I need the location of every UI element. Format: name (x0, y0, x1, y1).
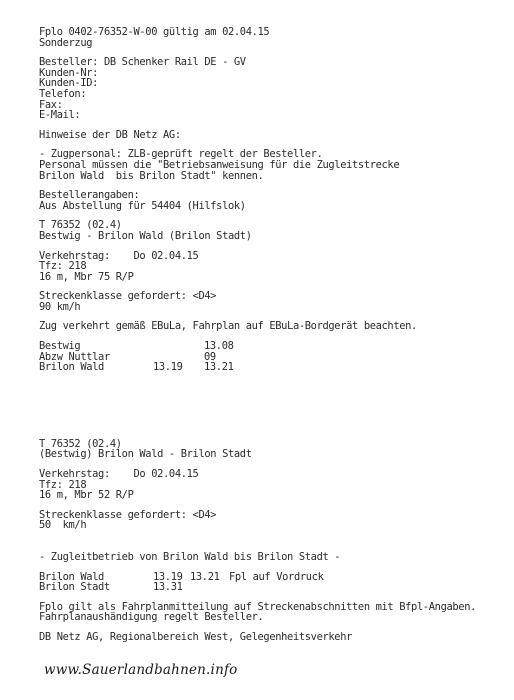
section2-tfz: Tfz: 218 (39, 478, 87, 491)
section2-train: T 76352 (02.4) (39, 437, 122, 450)
section2-verkehrstag: Verkehrstag: Do 02.04.15 (39, 468, 199, 481)
departure-time: 13.21 (190, 570, 220, 583)
departure-time: 09 (204, 350, 216, 363)
station-name: Bestwig (39, 340, 81, 353)
section1-streckenklasse: Streckenklasse gefordert: <D4> (39, 290, 217, 303)
email: E-Mail: (39, 109, 81, 122)
section2-speed: 50 km/h (39, 519, 87, 532)
section2-route: (Bestwig) Brilon Wald - Brilon Stadt (39, 448, 252, 461)
section1-train: T 76352 (02.4) (39, 219, 122, 232)
footer-signature: DB Netz AG, Regionalbereich West, Gelegenheitsverkehr (39, 630, 353, 643)
timetable-row (39, 582, 509, 593)
order-heading: Bestellerangaben: (39, 189, 140, 202)
section1-speed: 90 km/h (39, 300, 81, 313)
section1-verkehrstag: Verkehrstag: Do 02.04.15 (39, 249, 199, 262)
station-name: Brilon Stadt (39, 581, 110, 594)
order-text: Aus Abstellung für 54404 (Hilfslok) (39, 199, 246, 212)
departure-time: 13.21 (204, 361, 234, 374)
station-name: Abzw Nuttlar (39, 350, 110, 363)
station-name: Brilon Wald (39, 570, 104, 583)
section2-streckenklasse: Streckenklasse gefordert: <D4> (39, 508, 217, 521)
section1-tfz: Tfz: 218 (39, 260, 87, 273)
arrival-time: 13.19 (153, 361, 183, 374)
footer-line-2: Fahrplanaushändigung regelt Besteller. (39, 611, 264, 624)
section1-route: Bestwig - Brilon Wald (Brilon Stadt) (39, 229, 252, 242)
notes-line-3: Brilon Wald bis Brilon Stadt" kennen. (39, 169, 264, 182)
fahrplan-document (39, 27, 509, 643)
notes-line-2: Personal müssen die "Betriebsanweisung für die Zugleitstrecke (39, 158, 400, 171)
station-name: Brilon Wald (39, 361, 104, 374)
timetable-row (39, 352, 509, 363)
departure-time: 13.08 (204, 340, 234, 353)
telefon: Telefon: (39, 87, 87, 100)
section1-timetable (39, 341, 509, 373)
fax: Fax: (39, 98, 63, 111)
section1-length: 16 m, Mbr 75 R/P (39, 270, 134, 283)
timetable-note: Fpl auf Vordruck (229, 570, 324, 583)
section2-timetable (39, 572, 509, 593)
notes-line-1: - Zugpersonal: ZLB-geprüft regelt der Besteller. (39, 148, 323, 161)
notes-heading: Hinweise der DB Netz AG: (39, 128, 181, 141)
website-watermark: www.Sauerlandbahnen.info (44, 662, 238, 678)
arrival-time: 13.31 (153, 581, 183, 594)
footer-line-1: Fplo gilt als Fahrplanmitteilung auf Streckenabschnitten mit Bfpl-Angaben. (39, 600, 477, 613)
section2-zugleitbetrieb: - Zugleitbetrieb von Brilon Wald bis Brilon Stadt - (39, 551, 341, 563)
train-kind: Sonderzug (39, 36, 93, 49)
fplo-header: Fplo 0402-76352-W-00 gültig am 02.04.15 (39, 26, 270, 38)
section1-note: Zug verkehrt gemäß EBuLa, Fahrplan auf EBuLa-Bordgerät beachten. (39, 320, 417, 333)
kunden-id: Kunden-ID: (39, 77, 99, 90)
timetable-row (39, 362, 509, 373)
besteller: Besteller: DB Schenker Rail DE - GV (39, 56, 246, 69)
arrival-time: 13.19 (153, 570, 183, 583)
section2-length: 16 m, Mbr 52 R/P (39, 489, 134, 502)
kunden-nr: Kunden-Nr: (39, 66, 99, 79)
